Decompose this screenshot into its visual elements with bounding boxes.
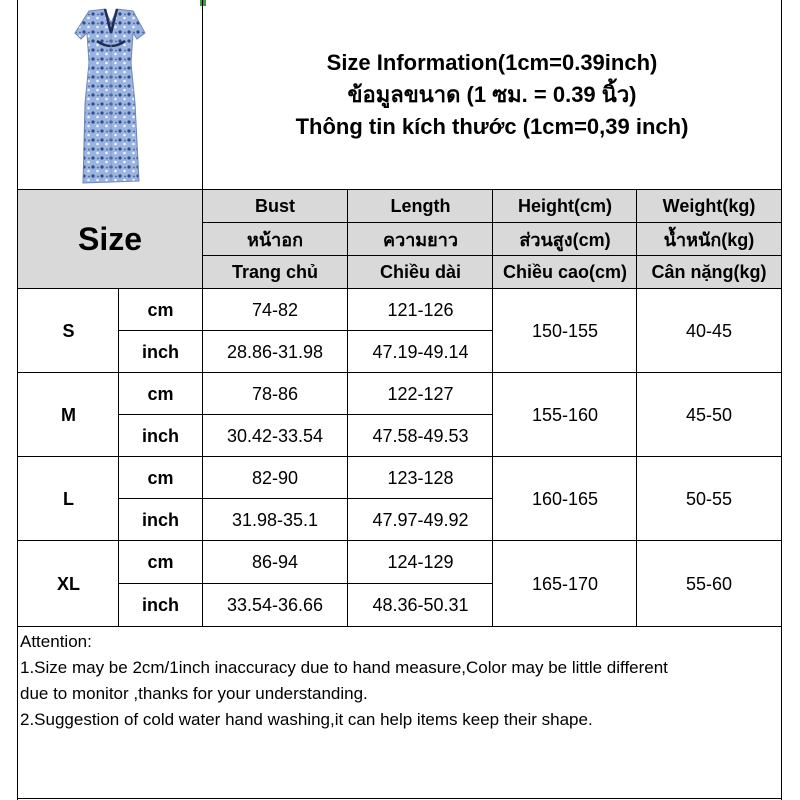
length-cm-m: 122-127 <box>387 383 454 404</box>
unit-cm-xl: cm <box>147 552 174 572</box>
size-header: Size <box>77 221 143 257</box>
weight-s: 40-45 <box>685 320 733 341</box>
height-s: 150-155 <box>531 320 599 341</box>
title-english: Size Information(1cm=0.39inch) <box>326 50 658 75</box>
bust-inch-l: 31.98-35.1 <box>231 509 319 530</box>
bust-cm-s: 74-82 <box>251 299 299 320</box>
height-xl: 165-170 <box>531 573 599 594</box>
vline-size-unit <box>118 288 119 627</box>
weight-m: 45-50 <box>685 404 733 425</box>
unit-cm-m: cm <box>147 383 174 404</box>
bust-cm-l: 82-90 <box>251 467 299 488</box>
hline-l-mid <box>119 498 493 499</box>
length-inch-l: 47.97-49.92 <box>372 509 469 530</box>
col-bust-vi: Trang chủ <box>231 262 318 282</box>
border-left <box>17 0 18 800</box>
border-bottom <box>17 798 782 799</box>
size-label-l: L <box>63 488 74 509</box>
length-inch-s: 47.19-49.14 <box>372 341 469 362</box>
length-cm-l: 123-128 <box>387 467 454 488</box>
attention-heading: Attention: <box>20 632 92 651</box>
length-inch-xl: 48.36-50.31 <box>372 595 469 615</box>
size-label-s: S <box>62 320 75 341</box>
col-length-vi: Chiều dài <box>379 262 461 282</box>
weight-l: 50-55 <box>685 488 733 509</box>
attention-line-1: 1.Size may be 2cm/1inch inaccuracy due to hand measure,Color may be little different <box>20 658 668 677</box>
col-height-en: Height(cm) <box>518 196 612 216</box>
vline-image-right <box>202 0 203 627</box>
length-cm-s: 121-126 <box>387 299 454 320</box>
unit-cm-s: cm <box>147 299 174 320</box>
length-inch-m: 47.58-49.53 <box>372 425 469 446</box>
col-length-en: Length <box>390 196 451 216</box>
bust-cm-m: 78-86 <box>251 383 299 404</box>
size-label-m: M <box>61 404 76 425</box>
hline-s-mid <box>119 330 493 331</box>
title-vietnamese: Thông tin kích thước (1cm=0,39 inch) <box>295 114 689 139</box>
unit-cm-l: cm <box>147 467 174 488</box>
vline-length-height <box>492 189 493 627</box>
col-length-th: ความยาว <box>383 230 458 250</box>
attention-line-3: 2.Suggestion of cold water hand washing,it can help items keep their shape. <box>20 710 593 729</box>
col-bust-th: หน้าอก <box>247 230 303 250</box>
unit-inch-xl: inch <box>141 595 179 615</box>
unit-inch-l: inch <box>141 509 179 530</box>
attention-line-2: due to monitor ,thanks for your understanding. <box>20 684 368 703</box>
bust-inch-s: 28.86-31.98 <box>226 341 324 362</box>
hline-header-top <box>17 189 782 190</box>
hline-m-l <box>17 456 782 457</box>
col-weight-en: Weight(kg) <box>662 196 756 216</box>
bust-inch-m: 30.42-33.54 <box>226 425 324 446</box>
attention-notes <box>20 629 780 789</box>
corner-mark <box>200 0 206 6</box>
vline-height-weight <box>636 189 637 627</box>
hline-m-mid <box>119 414 493 415</box>
border-right <box>781 0 782 800</box>
col-bust-en: Bust <box>255 196 295 216</box>
weight-xl: 55-60 <box>685 573 733 594</box>
length-cm-xl: 124-129 <box>387 552 454 572</box>
col-weight-th: น้ำหนัก(kg) <box>663 230 755 250</box>
height-l: 160-165 <box>531 488 599 509</box>
hline-l-xl <box>17 540 782 541</box>
dress-illustration <box>19 3 201 189</box>
bust-inch-xl: 33.54-36.66 <box>226 595 324 615</box>
hline-table-bottom <box>17 626 782 627</box>
size-label-xl: XL <box>56 573 80 594</box>
height-m: 155-160 <box>531 404 599 425</box>
bust-cm-xl: 86-94 <box>251 552 299 572</box>
hline-header-bottom <box>17 288 782 289</box>
hline-s-m <box>17 372 782 373</box>
product-image <box>19 3 201 189</box>
vline-bust-length <box>347 189 348 627</box>
unit-inch-s: inch <box>141 341 179 362</box>
col-height-vi: Chiều cao(cm) <box>502 262 628 282</box>
col-weight-vi: Cân nặng(kg) <box>651 262 767 282</box>
title-thai: ข้อมูลขนาด (1 ซม. = 0.39 นิ้ว) <box>347 82 637 107</box>
hline-xl-mid <box>119 583 493 584</box>
unit-inch-m: inch <box>141 425 179 446</box>
title-block <box>203 47 781 147</box>
col-height-th: ส่วนสูง(cm) <box>519 230 611 250</box>
